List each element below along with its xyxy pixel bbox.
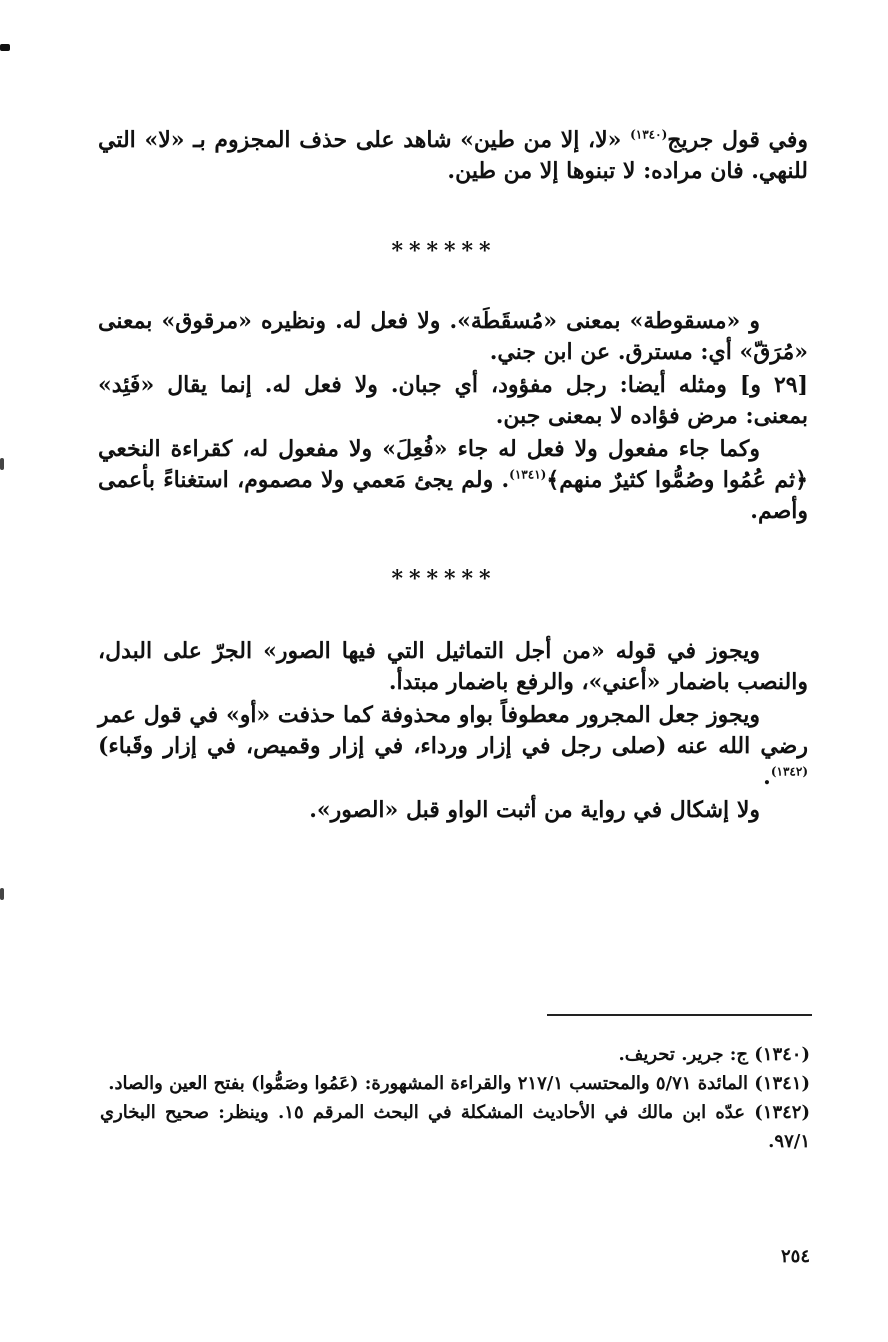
paragraph — [98, 700, 808, 793]
footnote-1341: (١٣٤١) المائدة ٥/٧١ والمحتسب ٢١٧/١ والقراءة المشهورة: (عَمُوا وصَمُّوا) بفتح العين والصاد. — [108, 1073, 810, 1094]
scan-edge-mark — [0, 44, 10, 51]
section-separator: ****** — [391, 238, 497, 264]
section-1 — [98, 125, 808, 189]
page-number: ٢٥٤ — [780, 1246, 810, 1267]
scan-edge-dot — [0, 888, 4, 900]
scan-edge-dot — [0, 458, 4, 470]
footnote-ref-1340[interactable]: (١٣٤٠) — [630, 127, 668, 142]
paragraph-text: . — [763, 764, 771, 790]
footnote-1342: (١٣٤٢) عدّه ابن مالك في الأحاديث المشكلة في البحث المرقم ١٥. وينظر: صحيح البخاري ٩٧/١. — [100, 1102, 810, 1152]
paragraph — [98, 434, 808, 527]
paragraph-text: «لا، إلا من طين» شاهد على حذف المجزوم بـ «لا» التي للنهي. فان مراده: لا تبنوها إلا من طين. — [98, 127, 808, 184]
paragraph: ويجوز في قوله «من أجل التماثيل التي فيها الصور» الجرّ على البدل، والنصب باضمار «أعني»، والرفع باضمار مبتدأ. — [98, 638, 808, 695]
paragraph-text: وكما جاء مفعول ولا فعل له جاء «فُعِلَ» ولا مفعول له، كقراءة النخعي ﴿ثم عُمُوا وصُمُّوا كثيرٌ منهم﴾ — [98, 436, 808, 493]
paragraph-text: ويجوز جعل المجرور معطوفاً بواو محذوفة كما حذفت «أو» في قول عمر رضي الله عنه (صلى رجل في إزار ورداء، في إزار وقميص، في إزار وقَباء) — [98, 702, 808, 759]
footnotes — [100, 1040, 810, 1156]
footnote-ref-1342[interactable]: (١٣٤٢) — [770, 764, 808, 779]
footnote-1340: (١٣٤٠) ج: جرير. تحريف. — [618, 1044, 810, 1065]
paragraph: و «مسقوطة» بمعنى «مُسقَطَة». ولا فعل له. ونظيره «مرقوق» بمعنى «مُرَقّ» أي: مسترق. عن ابن جني. — [98, 308, 808, 365]
paragraph — [98, 125, 808, 187]
section-2 — [98, 306, 808, 529]
paragraph: ولا إشكال في رواية من أثبت الواو قبل «الصور». — [309, 797, 760, 823]
section-3 — [98, 636, 808, 828]
paragraph-text: وفي قول جريج — [667, 127, 808, 153]
section-separator: ****** — [391, 566, 497, 592]
paragraph-text: . ولم يجئ مَعمي ولا مصموم، استغناءً بأعمى وأصم. — [98, 467, 808, 524]
footnote-ref-1341[interactable]: (١٣٤١) — [509, 467, 547, 482]
footnote-divider — [547, 1014, 812, 1016]
paragraph: [٢٩ و] ومثله أيضا: رجل مفؤود، أي جبان. ولا فعل له. إنما يقال «فَئِد» بمعنى: مرض فؤاده لا بمعنى جبن. — [98, 372, 808, 429]
